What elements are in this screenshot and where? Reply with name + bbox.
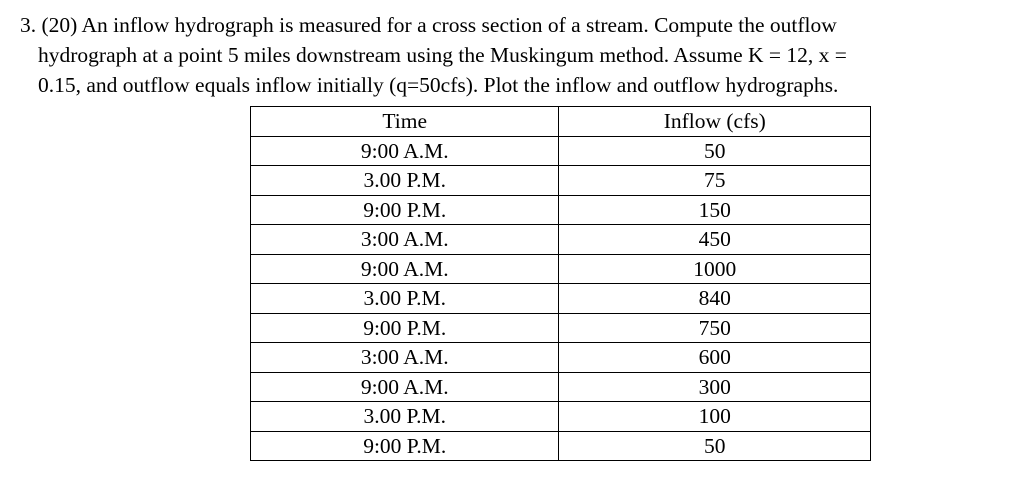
time-cell: 3:00 A.M. [251, 343, 559, 373]
table-row [251, 431, 871, 461]
problem-statement [20, 10, 1010, 100]
table-row [251, 254, 871, 284]
problem-line-1: 3. (20) An inflow hydrograph is measured for a cross section of a stream. Compute the outflow [20, 13, 837, 37]
header-inflow: Inflow (cfs) [559, 107, 871, 137]
inflow-cell: 100 [559, 402, 871, 432]
inflow-cell: 75 [559, 166, 871, 196]
inflow-cell: 840 [559, 284, 871, 314]
inflow-cell: 300 [559, 372, 871, 402]
header-time: Time [251, 107, 559, 137]
time-cell: 3:00 A.M. [251, 225, 559, 255]
time-cell: 3.00 P.M. [251, 284, 559, 314]
inflow-cell: 50 [559, 431, 871, 461]
table-row [251, 372, 871, 402]
time-cell: 3.00 P.M. [251, 166, 559, 196]
table-header-row [251, 107, 871, 137]
time-cell: 9:00 P.M. [251, 431, 559, 461]
table-row [251, 225, 871, 255]
inflow-cell: 600 [559, 343, 871, 373]
inflow-cell: 1000 [559, 254, 871, 284]
table-row [251, 136, 871, 166]
table-row [251, 195, 871, 225]
time-cell: 9:00 A.M. [251, 254, 559, 284]
problem-line-3: 0.15, and outflow equals inflow initially (q=50cfs). Plot the inflow and outflow hydrographs. [38, 73, 839, 97]
time-cell: 9:00 A.M. [251, 372, 559, 402]
table-row [251, 166, 871, 196]
inflow-cell: 150 [559, 195, 871, 225]
time-cell: 9:00 P.M. [251, 195, 559, 225]
inflow-cell: 750 [559, 313, 871, 343]
inflow-table [250, 106, 871, 461]
table-row [251, 313, 871, 343]
time-cell: 3.00 P.M. [251, 402, 559, 432]
time-cell: 9:00 A.M. [251, 136, 559, 166]
inflow-cell: 450 [559, 225, 871, 255]
time-cell: 9:00 P.M. [251, 313, 559, 343]
table-row [251, 402, 871, 432]
inflow-cell: 50 [559, 136, 871, 166]
table-row [251, 284, 871, 314]
problem-line-2: hydrograph at a point 5 miles downstream using the Muskingum method. Assume K = 12, x = [38, 43, 847, 67]
table-row [251, 343, 871, 373]
